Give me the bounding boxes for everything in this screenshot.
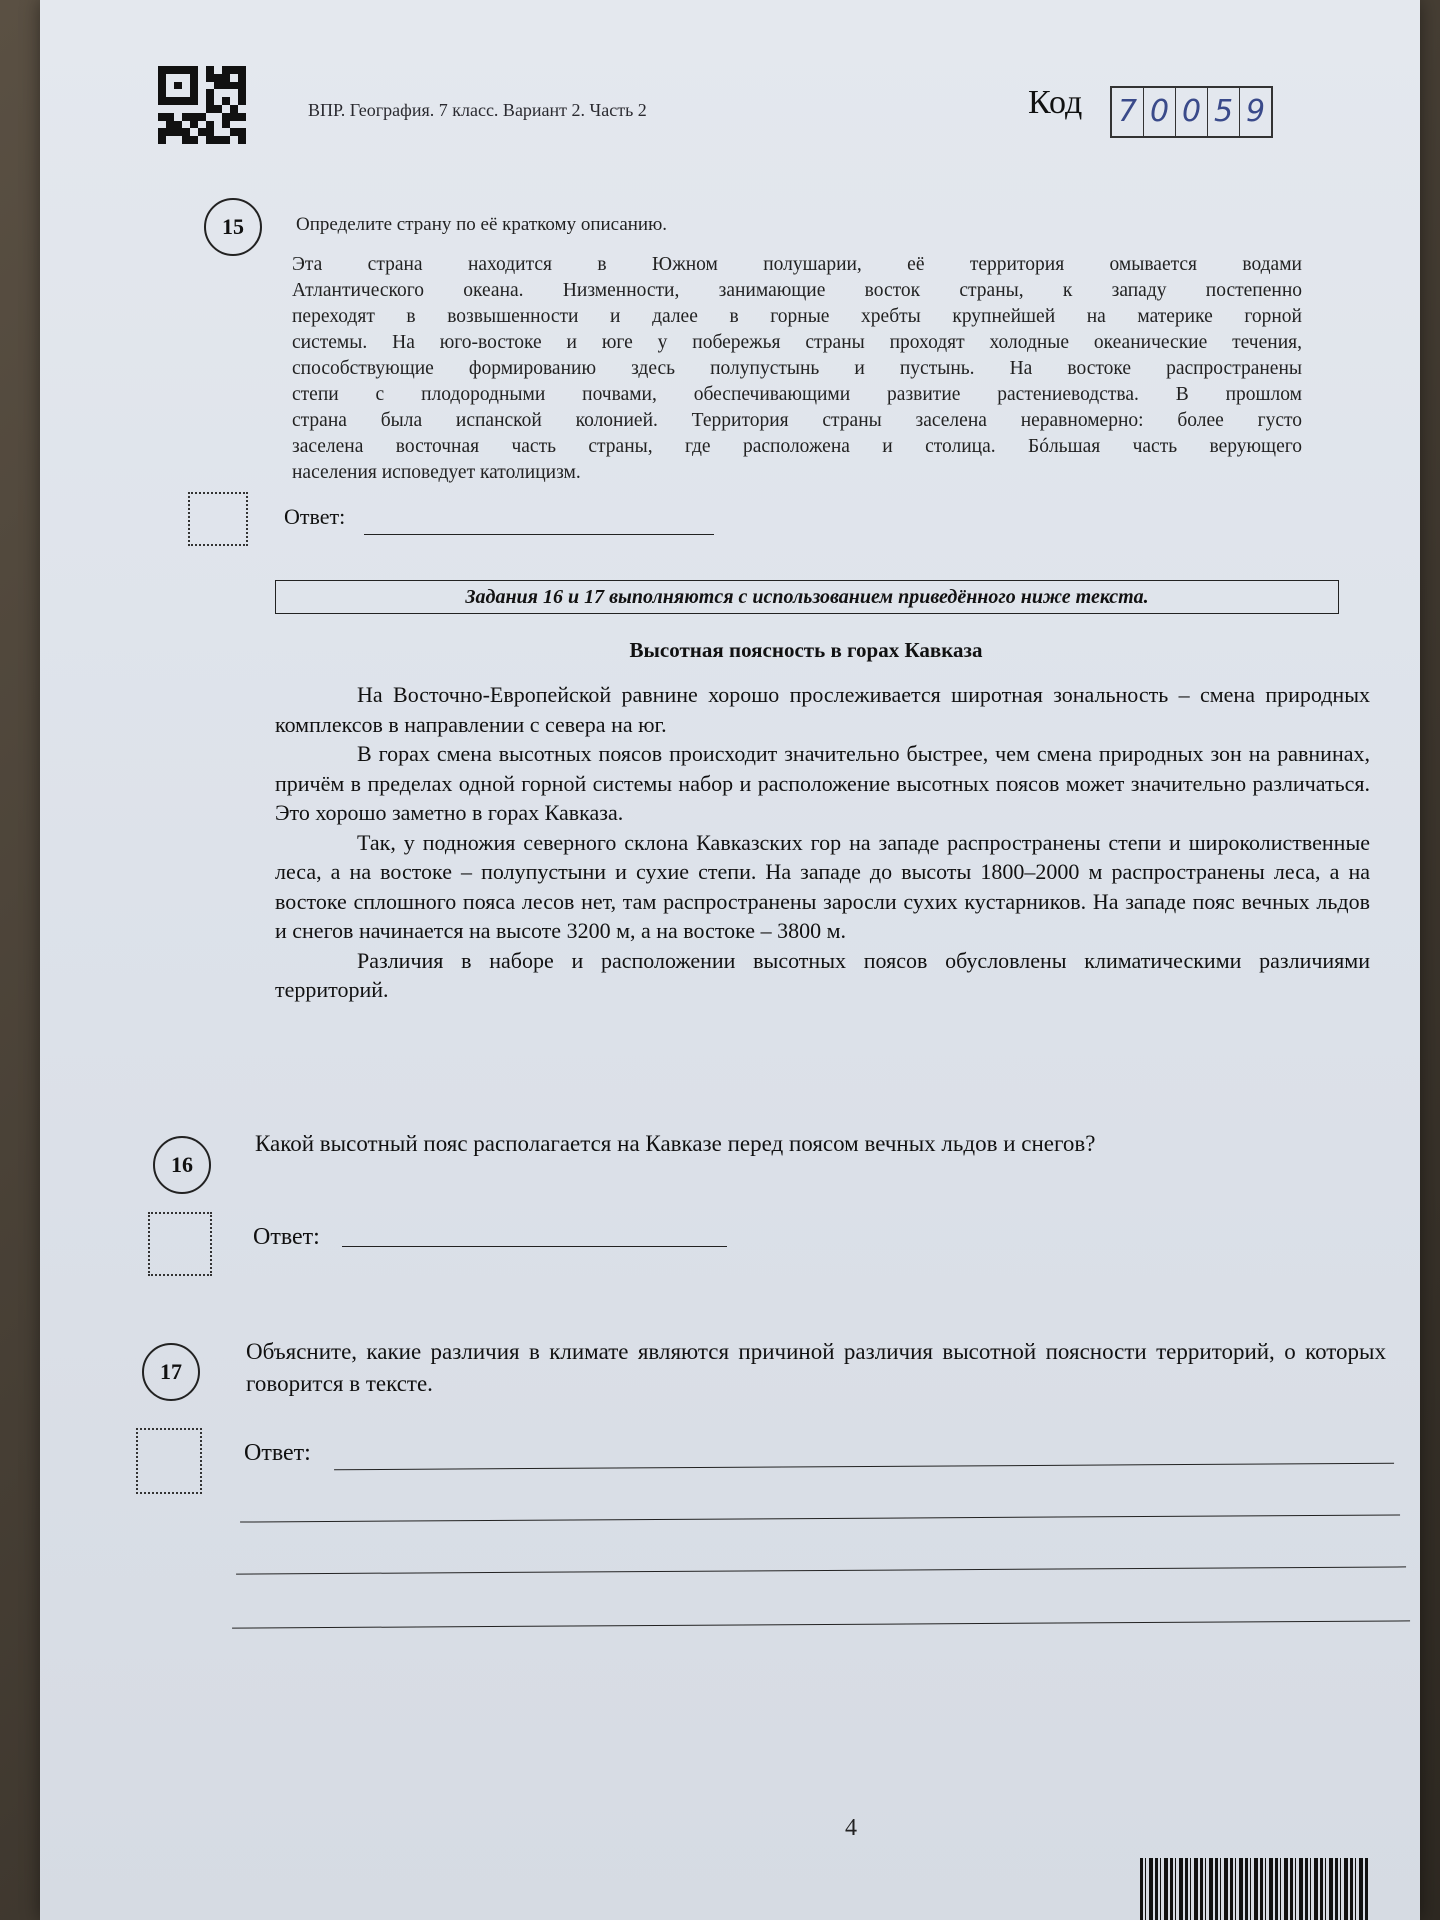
page-number: 4 [845,1815,857,1841]
task-16-question: Какой высотный пояс располагается на Кавказе перед поясом вечных льдов и снегов? [255,1131,1096,1156]
task-16-answer-label: Ответ: [253,1224,320,1250]
task-15-line: Эта страна находится в Южном полушарии, её территория омывается водами [292,254,1302,275]
code-digit: 0 [1144,88,1176,136]
text-paragraph: Так, у подножия северного склона Кавказских гор на западе распространены степи и широколиственные леса, а на востоке – полупустыни и сухие степи. На западе до высоты 1800–2000 м распространены леса, а на востоке сплошного пояса лесов нет, там распространены заросли сухих кустарников. На западе пояс вечных льдов и снегов начинается на высоте 3200 м, а на востоке – 3800 м. [275,829,1370,943]
task-15-line: заселена восточная часть страны, где расположена и столица. Бóльшая часть верующего [292,436,1302,457]
code-digit: 7 [1112,88,1144,136]
reading-text [275,680,1370,1005]
task-17-question: Объясните, какие различия в климате являются причиной различия высотной поясности территорий, о которых говорится в тексте. [246,1339,1386,1396]
task-15-line: системы. На юго-востоке и юге у побережья страны проходят холодные океанические течения, [292,332,1302,353]
qr-code-icon [158,66,246,144]
text-paragraph: В горах смена высотных поясов происходит значительно быстрее, чем смена природных зон на равнинах, причём в пределах одной горной системы набор и расположение высотных поясов может значительно различаться. Это хорошо заметно в горах Кавказа. [275,741,1370,825]
task-15-line: страна была испанской колонией. Территория страны заселена неравномерно: более густо [292,410,1302,431]
barcode-icon [1140,1858,1370,1920]
task-15-line: степи с плодородными почвами, обеспечивающими развитие растениеводства. В прошлом [292,384,1302,405]
task-15-answer-label: Ответ: [284,504,346,529]
task-16-score-box[interactable] [148,1212,212,1276]
code-label: Код [1028,84,1083,121]
task-17-score-box[interactable] [136,1428,202,1494]
task-17-number: 17 [142,1343,200,1401]
page-header-title: ВПР. География. 7 класс. Вариант 2. Часть 2 [308,100,647,120]
task-15-answer-line[interactable] [364,512,714,535]
task-15-line: населения исповедует католицизм. [292,462,581,483]
task-16-answer-line[interactable] [342,1222,727,1247]
task-15-line: переходят в возвышенности и далее в горные хребты крупнейшей на материке горной [292,306,1302,327]
code-digit: 5 [1208,88,1240,136]
code-box [1110,86,1273,138]
code-digit: 9 [1245,94,1266,129]
task-15-line: способствующие формированию здесь полупустынь и пустынь. На востоке распространены [292,358,1302,379]
text-paragraph: Различия в наборе и расположении высотных поясов обусловлены климатическими различиями территорий. [275,947,1370,1002]
task-15-line: Атлантического океана. Низменности, занимающие восток страны, к западу постепенно [292,280,1302,301]
task-16-number: 16 [153,1136,211,1194]
task-17-answer-label: Ответ: [244,1440,311,1466]
task-15-title: Определите страну по её краткому описанию. [296,214,668,235]
task-15-description [292,252,1302,486]
task-15-number: 15 [204,198,262,256]
text-title: Высотная поясность в горах Кавказа [629,638,983,662]
text-paragraph: На Восточно-Европейской равнине хорошо прослеживается широтная зональность – смена природных комплексов в направлении с севера на юг. [275,682,1370,737]
task-15-score-box[interactable] [188,492,248,546]
instruction-banner: Задания 16 и 17 выполняются с использованием приведённого ниже текста. [275,580,1339,614]
code-digit: 0 [1176,88,1208,136]
